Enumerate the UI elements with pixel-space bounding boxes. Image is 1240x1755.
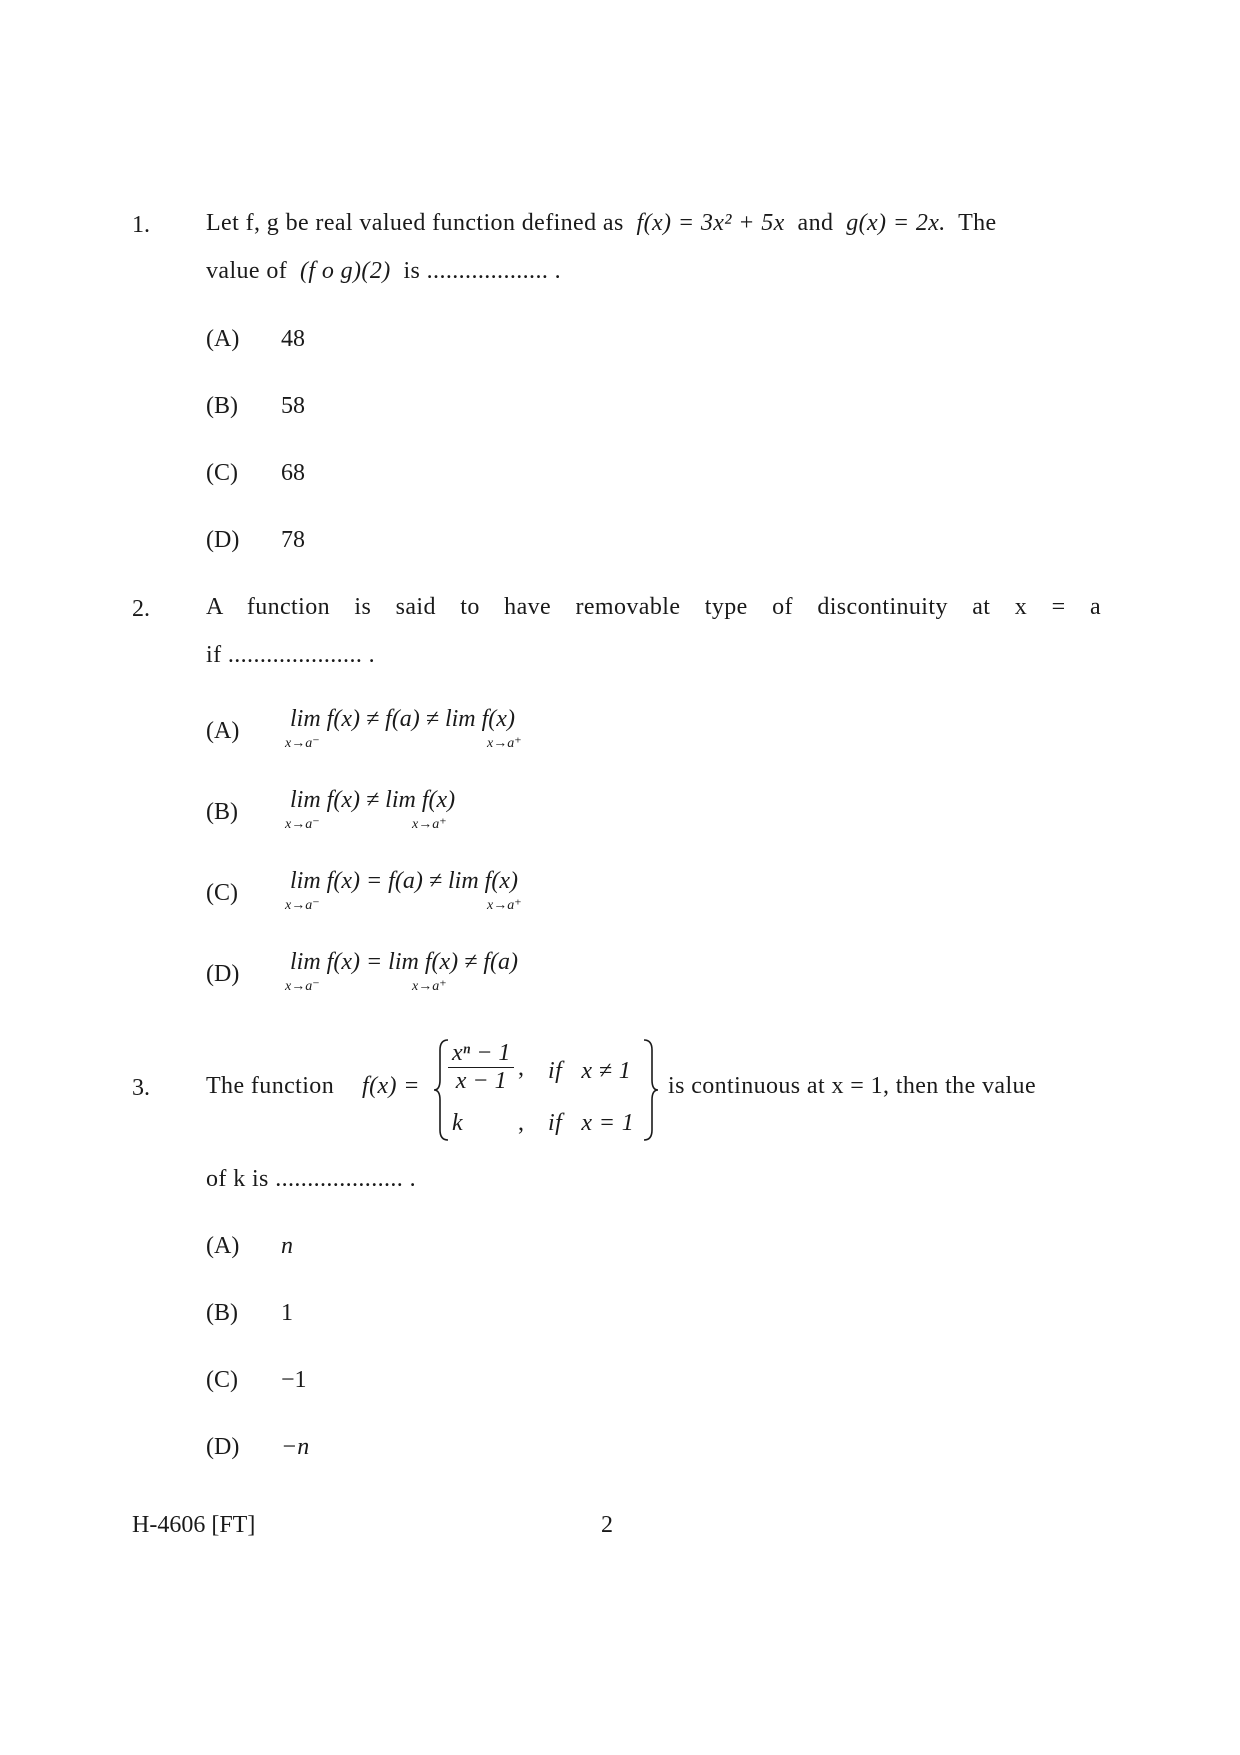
q1-option-c-label: (C): [206, 460, 238, 486]
q3-case1-comma: ,: [518, 1055, 525, 1081]
q2-option-d-sub1: x→a⁻: [285, 979, 320, 994]
q2-option-a-expr: lim f(x) ≠ f(a) ≠ lim f(x): [290, 706, 515, 732]
q3-option-d-label: (D): [206, 1434, 240, 1460]
q2-option-c-label: (C): [206, 880, 238, 906]
right-brace-icon: [642, 1038, 660, 1142]
question-1-expr-g: g(x) = 2x.: [846, 210, 946, 236]
q3-option-b-label: (B): [206, 1300, 238, 1326]
q2-option-b-expr: lim f(x) ≠ lim f(x): [290, 787, 456, 813]
q1-option-a-value: 48: [281, 326, 305, 352]
q2-option-d-expr: lim f(x) = lim f(x) ≠ f(a): [290, 949, 518, 975]
question-1-text-line2: [206, 258, 561, 285]
question-2-number: 2.: [132, 596, 150, 622]
question-1-pre: Let f, g be real valued function defined as: [206, 210, 624, 236]
q3-option-a-value: n: [281, 1233, 293, 1259]
q2-option-c-expr: lim f(x) = f(a) ≠ lim f(x): [290, 868, 518, 894]
q2-option-c-sub1: x→a⁻: [285, 898, 320, 913]
q3-option-d-value: −n: [281, 1434, 310, 1460]
q3-option-c-label: (C): [206, 1367, 238, 1393]
q2-option-b-sub2: x→a⁺: [412, 817, 447, 832]
q2-option-a-label: (A): [206, 718, 240, 744]
q3-case1-numerator: xⁿ − 1: [448, 1040, 514, 1068]
q1-option-c-value: 68: [281, 460, 305, 486]
question-3-text-line2: of k is .................... .: [206, 1166, 416, 1192]
q3-option-c-value: −1: [281, 1367, 307, 1393]
question-1-line2-pre: value of: [206, 258, 288, 284]
q3-case1-fraction: [448, 1040, 514, 1095]
q2-option-d-sub2: x→a⁺: [412, 979, 447, 994]
q3-case2-comma: ,: [518, 1110, 525, 1136]
question-2-text-line2: if ..................... .: [206, 642, 376, 668]
q2-option-c-value: [290, 868, 518, 895]
question-1-expr-f: f(x) = 3x² + 5x: [636, 210, 785, 236]
page-number: 2: [601, 1512, 613, 1538]
q2-option-d-value: [290, 949, 518, 976]
q3-option-b-value: 1: [281, 1300, 293, 1326]
paper-code: H-4606 [FT]: [132, 1512, 256, 1538]
question-3-number: 3.: [132, 1075, 150, 1101]
q3-case1-denominator: x − 1: [455, 1068, 507, 1094]
question-3-post: is continuous at x = 1, then the value: [668, 1073, 1037, 1099]
question-3-fx: f(x) =: [362, 1073, 420, 1099]
question-3-pre: The function: [206, 1073, 335, 1099]
question-1-and: and: [797, 210, 834, 236]
q1-option-d-value: 78: [281, 527, 305, 553]
q2-option-b-value: [290, 787, 455, 814]
q2-option-a-sub2: x→a⁺: [487, 736, 522, 751]
question-1-text-line1: [206, 210, 1101, 237]
q2-option-c-sub2: x→a⁺: [487, 898, 522, 913]
q3-case2-condition: if x = 1: [548, 1110, 635, 1136]
q1-option-b-value: 58: [281, 393, 305, 419]
question-1-post: The: [958, 210, 997, 236]
q3-option-a-label: (A): [206, 1233, 240, 1259]
q3-case1-condition: if x ≠ 1: [548, 1058, 632, 1084]
question-2-text-line1: A function is said to have removable type of discontinuity at x = a: [206, 594, 1101, 620]
q2-option-b-label: (B): [206, 799, 238, 825]
q1-option-b-label: (B): [206, 393, 238, 419]
q1-option-a-label: (A): [206, 326, 240, 352]
q3-case2-value: k: [452, 1110, 464, 1136]
question-1-line2-expr: (f o g)(2): [299, 258, 391, 284]
q1-option-d-label: (D): [206, 527, 240, 553]
question-1-number: 1.: [132, 212, 150, 238]
q2-option-a-sub1: x→a⁻: [285, 736, 320, 751]
question-1-line2-post: is ................... .: [403, 258, 562, 284]
q2-option-a-value: [290, 706, 515, 733]
q2-option-b-sub1: x→a⁻: [285, 817, 320, 832]
q2-option-d-label: (D): [206, 961, 240, 987]
